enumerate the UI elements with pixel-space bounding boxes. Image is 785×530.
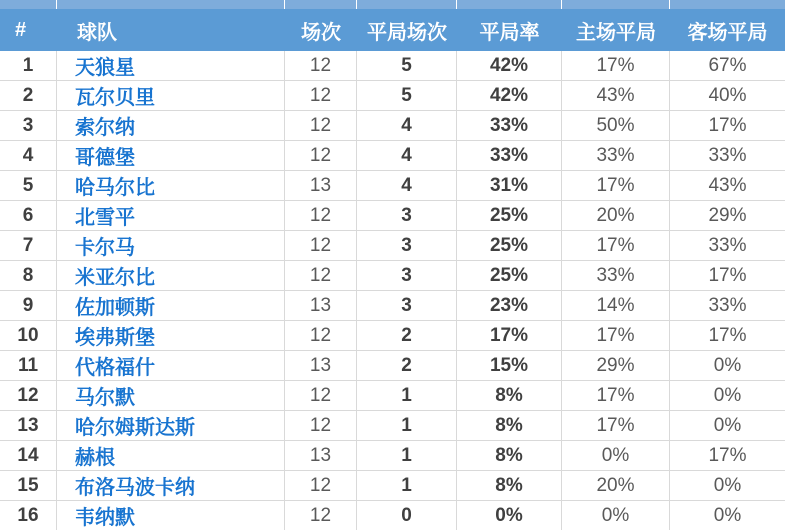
draw-rate-cell: 15% — [457, 351, 562, 380]
header-draws: 平局场次 — [367, 21, 447, 44]
draws-cell: 3 — [357, 201, 457, 230]
top-band-cell — [57, 0, 285, 9]
draws-cell: 4 — [357, 141, 457, 170]
matches-cell: 12 — [285, 201, 357, 230]
header-rank: # — [15, 18, 27, 41]
draws-cell: 3 — [357, 291, 457, 320]
away-draw-rate-cell: 0% — [713, 354, 742, 376]
table-row — [0, 171, 785, 201]
home-draw-rate-cell: 17% — [562, 411, 670, 440]
rank-cell: 1 — [0, 51, 57, 80]
matches-cell: 13 — [285, 171, 357, 200]
matches-cell: 12 — [285, 501, 357, 530]
draws-cell: 4 — [357, 111, 457, 140]
rank-cell: 15 — [0, 471, 57, 500]
away-draw-rate-cell: 17% — [708, 114, 747, 136]
header-matches: 场次 — [301, 21, 341, 44]
away-draw-rate-cell: 17% — [708, 444, 747, 466]
rank-cell: 10 — [0, 321, 57, 350]
matches-cell: 12 — [285, 261, 357, 290]
top-band-cell — [562, 0, 670, 9]
away-draw-rate-cell: 33% — [708, 144, 747, 166]
draw-rate-cell: 8% — [457, 471, 562, 500]
table-row — [0, 201, 785, 231]
header-away-draw-rate: 客场平局 — [687, 21, 768, 44]
rank-cell: 8 — [0, 261, 57, 290]
home-draw-rate-cell: 17% — [562, 321, 670, 350]
rank-cell: 9 — [0, 291, 57, 320]
rank-cell: 13 — [0, 411, 57, 440]
matches-cell: 13 — [285, 351, 357, 380]
team-link[interactable]: 马尔默 — [57, 381, 285, 410]
home-draw-rate-cell: 29% — [562, 351, 670, 380]
table-header — [0, 9, 785, 51]
rank-cell: 7 — [0, 231, 57, 260]
matches-cell: 13 — [285, 441, 357, 470]
team-link[interactable]: 布洛马波卡纳 — [57, 471, 285, 500]
top-band-cell — [285, 0, 357, 9]
home-draw-rate-cell: 20% — [562, 471, 670, 500]
matches-cell: 13 — [285, 291, 357, 320]
rank-cell: 6 — [0, 201, 57, 230]
draw-rate-cell: 25% — [457, 201, 562, 230]
away-draw-rate-cell: 0% — [713, 414, 742, 436]
draws-cell: 5 — [357, 81, 457, 110]
table-row — [0, 111, 785, 141]
draw-rate-cell: 31% — [457, 171, 562, 200]
home-draw-rate-cell: 17% — [562, 51, 670, 80]
table-top-band — [0, 0, 785, 9]
draws-cell: 1 — [357, 471, 457, 500]
home-draw-rate-cell: 20% — [562, 201, 670, 230]
away-draw-rate-cell: 43% — [708, 174, 747, 196]
draws-cell: 3 — [357, 261, 457, 290]
table-row — [0, 291, 785, 321]
matches-cell: 12 — [285, 471, 357, 500]
team-link[interactable]: 哈马尔比 — [57, 171, 285, 200]
team-link[interactable]: 代格福什 — [57, 351, 285, 380]
rank-cell: 12 — [0, 381, 57, 410]
rank-cell: 16 — [0, 501, 57, 530]
matches-cell: 12 — [285, 321, 357, 350]
draw-rate-cell: 25% — [457, 261, 562, 290]
matches-cell: 12 — [285, 231, 357, 260]
away-draw-rate-cell: 29% — [708, 204, 747, 226]
team-link[interactable]: 索尔纳 — [57, 111, 285, 140]
draws-cell: 1 — [357, 411, 457, 440]
draws-cell: 1 — [357, 441, 457, 470]
away-draw-rate-cell: 33% — [708, 294, 747, 316]
table-row — [0, 441, 785, 471]
home-draw-rate-cell: 50% — [562, 111, 670, 140]
draw-rate-cell: 42% — [457, 81, 562, 110]
draws-cell: 2 — [357, 351, 457, 380]
team-link[interactable]: 天狼星 — [57, 51, 285, 80]
away-draw-rate-cell: 17% — [708, 324, 747, 346]
team-link[interactable]: 韦纳默 — [57, 501, 285, 530]
header-home-draw-rate: 主场平局 — [576, 21, 656, 44]
home-draw-rate-cell: 14% — [562, 291, 670, 320]
table-row — [0, 411, 785, 441]
header-team: 球队 — [77, 21, 117, 44]
matches-cell: 12 — [285, 381, 357, 410]
team-link[interactable]: 北雪平 — [57, 201, 285, 230]
draws-cell: 3 — [357, 231, 457, 260]
team-link[interactable]: 埃弗斯堡 — [57, 321, 285, 350]
team-link[interactable]: 米亚尔比 — [57, 261, 285, 290]
draws-cell: 1 — [357, 381, 457, 410]
away-draw-rate-cell: 0% — [713, 474, 742, 496]
rank-cell: 2 — [0, 81, 57, 110]
team-link[interactable]: 哈尔姆斯达斯 — [57, 411, 285, 440]
top-band-cell — [670, 0, 785, 9]
home-draw-rate-cell: 33% — [562, 141, 670, 170]
draw-rate-cell: 33% — [457, 141, 562, 170]
home-draw-rate-cell: 17% — [562, 171, 670, 200]
home-draw-rate-cell: 17% — [562, 231, 670, 260]
home-draw-rate-cell: 43% — [562, 81, 670, 110]
rank-cell: 14 — [0, 441, 57, 470]
draws-cell: 4 — [357, 171, 457, 200]
draws-cell: 5 — [357, 51, 457, 80]
top-band-cell — [457, 0, 562, 9]
rank-cell: 5 — [0, 171, 57, 200]
matches-cell: 12 — [285, 51, 357, 80]
table-row — [0, 81, 785, 111]
home-draw-rate-cell: 33% — [562, 261, 670, 290]
draw-rate-cell: 33% — [457, 111, 562, 140]
table-body — [0, 51, 785, 530]
team-link[interactable]: 卡尔马 — [57, 231, 285, 260]
table-row — [0, 501, 785, 530]
top-band-cell — [0, 0, 57, 9]
team-link[interactable]: 赫根 — [57, 441, 285, 470]
away-draw-rate-cell: 40% — [708, 84, 747, 106]
matches-cell: 12 — [285, 141, 357, 170]
draw-rate-cell: 8% — [457, 441, 562, 470]
draw-rate-cell: 17% — [457, 321, 562, 350]
team-link[interactable]: 哥德堡 — [57, 141, 285, 170]
table-row — [0, 471, 785, 501]
table-row — [0, 141, 785, 171]
table-row — [0, 231, 785, 261]
draw-rate-cell: 23% — [457, 291, 562, 320]
draws-cell: 0 — [357, 501, 457, 530]
rank-cell: 11 — [0, 351, 57, 380]
header-draw-rate: 平局率 — [479, 21, 540, 44]
draw-rate-cell: 8% — [457, 381, 562, 410]
draw-rate-cell: 0% — [457, 501, 562, 530]
draws-cell: 2 — [357, 321, 457, 350]
team-link[interactable]: 佐加顿斯 — [57, 291, 285, 320]
matches-cell: 12 — [285, 81, 357, 110]
away-draw-rate-cell: 33% — [708, 234, 747, 256]
rank-cell: 3 — [0, 111, 57, 140]
matches-cell: 12 — [285, 111, 357, 140]
draw-rate-cell: 42% — [457, 51, 562, 80]
table-row — [0, 51, 785, 81]
table-row — [0, 261, 785, 291]
draw-rate-cell: 8% — [457, 411, 562, 440]
table-row — [0, 351, 785, 381]
top-band-cell — [357, 0, 457, 9]
team-link[interactable]: 瓦尔贝里 — [57, 81, 285, 110]
away-draw-rate-cell: 67% — [708, 54, 747, 76]
draw-rate-cell: 25% — [457, 231, 562, 260]
home-draw-rate-cell: 0% — [562, 501, 670, 530]
table-row — [0, 381, 785, 411]
away-draw-rate-cell: 0% — [713, 384, 742, 406]
matches-cell: 12 — [285, 411, 357, 440]
away-draw-rate-cell: 17% — [708, 264, 747, 286]
home-draw-rate-cell: 17% — [562, 381, 670, 410]
home-draw-rate-cell: 0% — [562, 441, 670, 470]
rank-cell: 4 — [0, 141, 57, 170]
away-draw-rate-cell: 0% — [713, 504, 742, 526]
table-row — [0, 321, 785, 351]
